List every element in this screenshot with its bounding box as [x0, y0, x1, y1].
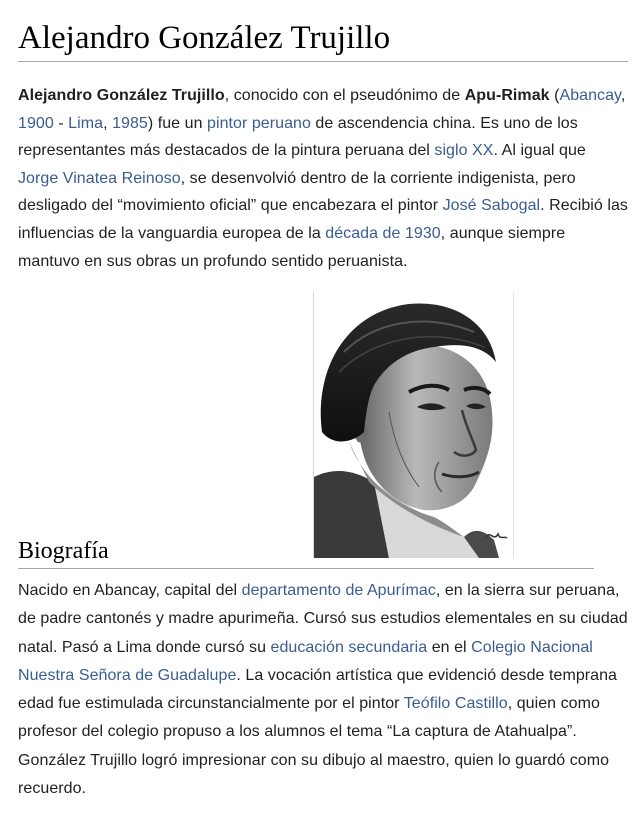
intro-text: . Recibió las influencias de la vanguardia europea de la: [18, 197, 628, 242]
bio-text: . La vocación artística que evidenció desde temprana edad fue estimulada circunstancialmente por el pintor: [18, 666, 617, 713]
link-abancay[interactable]: Abancay: [559, 87, 621, 104]
link-colegio-guadalupe[interactable]: Colegio Nacional Nuestra Señora de Guadalupe: [18, 638, 593, 684]
intro-text: , conocido con el pseudónimo de: [224, 87, 465, 104]
link-departamento-apurimac[interactable]: departamento de Apurímac: [241, 582, 436, 599]
portrait-image[interactable]: [313, 292, 514, 558]
intro-text: . Al igual que: [493, 142, 586, 160]
bio-text: , en la sierra sur peruana, de padre cantonés y madre apurimeña. Cursó sus estudios elementales en su ciudad natal. Pasó a Lima donde cursó su: [18, 582, 628, 656]
intro-text: ,: [103, 114, 113, 132]
link-educacion-secundaria[interactable]: educación secundaria: [270, 638, 428, 656]
intro-text: (: [549, 87, 560, 104]
link-lima[interactable]: Lima: [68, 114, 104, 132]
bio-text: , quien como profesor del colegio propuso a los alumnos el tema “La captura de Atahualpa”. González Trujillo logró impresionar con su dibujo al maestro, quien lo guardó como recuerdo.: [18, 695, 610, 798]
link-pintor[interactable]: pintor: [207, 114, 248, 132]
link-1900[interactable]: 1900: [18, 114, 54, 132]
bold-pseudonym: Apu-Rimak: [464, 87, 550, 104]
bold-name: Alejandro González Trujillo: [18, 87, 225, 104]
section-heading-biografia: Biografía: [18, 536, 594, 569]
page-title: Alejandro González Trujillo: [18, 18, 628, 62]
intro-text: , aunque siempre mantuvo en sus obras un profundo sentido peruanista.: [18, 224, 566, 270]
portrait-drawing: [314, 292, 513, 558]
bio-text: en el: [427, 638, 472, 656]
link-teofilo-castillo[interactable]: Teófilo Castillo: [403, 695, 508, 713]
bio-text: Nacido en Abancay, capital del: [18, 582, 242, 599]
intro-text: ,: [620, 87, 626, 104]
intro-text: -: [53, 114, 69, 132]
link-peruano[interactable]: peruano: [251, 114, 311, 132]
link-decada-1930[interactable]: década de 1930: [325, 224, 441, 242]
intro-text: , se desenvolvió dentro de la corriente indigenista, pero desligado del “movimiento oficial” que encabezara el pintor: [18, 169, 576, 215]
link-siglo-xx[interactable]: siglo XX: [434, 142, 494, 160]
intro-paragraph: [18, 82, 628, 275]
link-jose-sabogal[interactable]: José Sabogal: [442, 197, 541, 215]
article: [18, 0, 628, 798]
link-jorge-vinatea-reinoso[interactable]: Jorge Vinatea Reinoso: [18, 169, 181, 187]
intro-text: ) fue un: [147, 114, 208, 132]
intro-text: de ascendencia china. Es uno de los representantes más destacados de la pintura peruana del: [18, 114, 578, 160]
biografia-paragraph: [18, 577, 628, 803]
link-1985[interactable]: 1985: [112, 114, 148, 132]
